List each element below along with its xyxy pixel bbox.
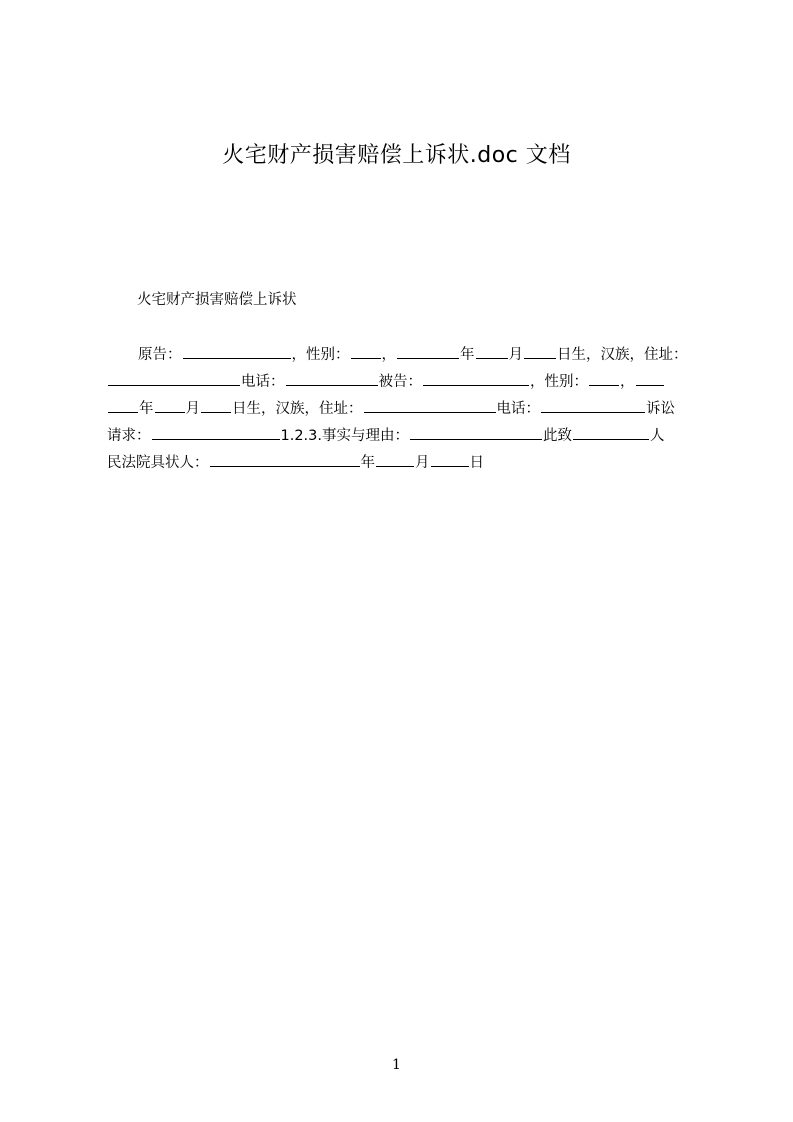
plaintiff-birth-year-blank xyxy=(397,343,459,359)
year-label: 年 xyxy=(460,347,475,363)
comma: ， xyxy=(381,347,396,363)
born-address-label: 日生，汉族，住址： xyxy=(557,347,688,363)
plaintiff-sex-blank xyxy=(351,343,381,359)
defendant-birth-year-blank-part1 xyxy=(636,370,664,386)
sincerely-label: 此致 xyxy=(543,428,573,444)
request-label: 请求： xyxy=(107,428,151,444)
ren-label: 人 xyxy=(650,428,665,444)
page-number: 1 xyxy=(392,1057,401,1073)
defendant-phone-blank xyxy=(541,397,645,413)
plaintiff-address-blank xyxy=(108,370,240,386)
born-address-label: 日生，汉族，住址： xyxy=(232,401,363,417)
sex-label: ，性别： xyxy=(530,374,588,390)
year-label: 年 xyxy=(360,455,375,471)
form-line-2 xyxy=(107,370,665,393)
month-label: 月 xyxy=(415,455,430,471)
defendant-birth-month-blank xyxy=(155,397,185,413)
defendant-birth-day-blank xyxy=(201,397,231,413)
form-line-1 xyxy=(138,343,688,366)
plaintiff-label: 原告： xyxy=(138,347,182,363)
phone-label: 电话： xyxy=(241,374,285,390)
defendant-birth-year-blank-part2 xyxy=(108,397,138,413)
facts-blank xyxy=(410,424,542,440)
sign-month-blank xyxy=(376,451,414,467)
year-label: 年 xyxy=(139,401,154,417)
document-title: 火宅财产损害赔偿上诉状.doc 文档 xyxy=(222,143,571,168)
form-heading: 火宅财产损害赔偿上诉状 xyxy=(137,292,297,308)
plaintiff-name-blank xyxy=(183,343,291,359)
plaintiff-birth-month-blank xyxy=(476,343,508,359)
petitioner-blank xyxy=(210,451,360,467)
form-line-5 xyxy=(107,451,484,474)
request-blank xyxy=(152,424,280,440)
plaintiff-birth-day-blank xyxy=(524,343,556,359)
defendant-sex-blank xyxy=(589,370,619,386)
defendant-name-blank xyxy=(423,370,529,386)
defendant-label: 被告： xyxy=(378,374,422,390)
court-name-blank xyxy=(573,424,649,440)
month-label: 月 xyxy=(508,347,523,363)
plaintiff-phone-blank xyxy=(286,370,378,386)
lawsuit-label: 诉讼 xyxy=(646,401,675,417)
day-label: 日 xyxy=(469,455,484,471)
facts-label: 1.2.3.事实与理由： xyxy=(280,428,410,444)
phone-label: 电话： xyxy=(496,401,540,417)
sex-label: ，性别： xyxy=(291,347,350,363)
comma: ， xyxy=(620,374,635,390)
court-petitioner-label: 民法院具状人： xyxy=(107,455,209,471)
form-line-4 xyxy=(107,424,665,447)
month-label: 月 xyxy=(185,401,200,417)
sign-day-blank xyxy=(431,451,469,467)
form-line-3 xyxy=(107,397,675,420)
defendant-address-blank xyxy=(364,397,496,413)
